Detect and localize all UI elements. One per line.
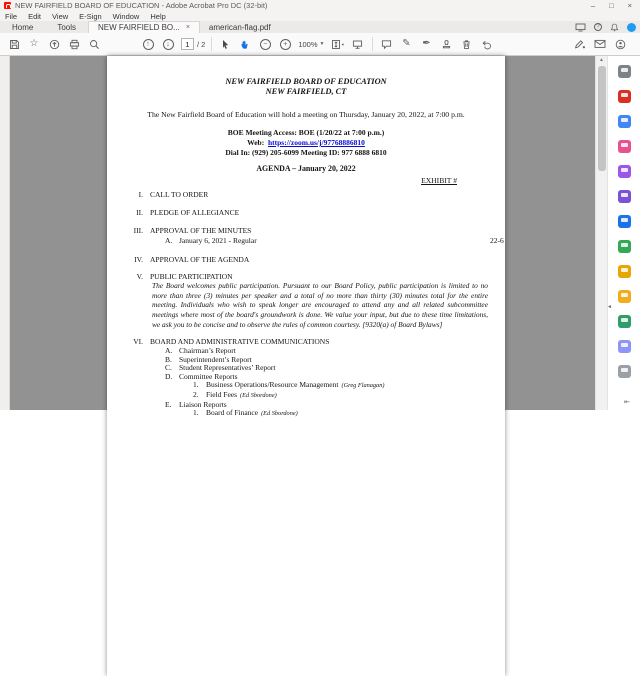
page-fit-icon[interactable] bbox=[330, 36, 344, 52]
stamp-icon[interactable] bbox=[439, 36, 453, 52]
agenda-item-vi-sublist bbox=[107, 347, 505, 419]
read-mode-icon[interactable] bbox=[350, 36, 364, 52]
vi-item-e1: 1. Board of Finance (Ed Sbordone) bbox=[193, 408, 298, 418]
zoom-meeting-link[interactable]: https://zoom.us/j/97768886810 bbox=[267, 138, 365, 147]
tab-tools[interactable]: Tools bbox=[57, 22, 77, 32]
menu-bar bbox=[0, 11, 640, 21]
help-icon[interactable]: ? bbox=[594, 23, 602, 31]
tab-bar bbox=[0, 21, 640, 33]
window-title: NEW FAIRFIELD BOARD OF EDUCATION - Adobe Acrobat Pro DC (32-bit) bbox=[15, 1, 268, 10]
agenda-item-vi: VI. BOARD AND ADMINISTRATIVE COMMUNICATIONS bbox=[133, 336, 330, 346]
vi-item-d: D. Committee Reports bbox=[165, 371, 238, 381]
agenda-item-ii: II. PLEDGE OF ALLEGIANCE bbox=[136, 208, 240, 217]
agenda-item-iv: IV. APPROVAL OF THE AGENDA bbox=[134, 255, 250, 264]
tools-rail bbox=[607, 56, 640, 410]
select-tool-icon[interactable] bbox=[218, 36, 232, 52]
star-icon[interactable]: ☆ bbox=[29, 38, 39, 49]
menu-view[interactable]: View bbox=[52, 11, 69, 21]
screen-share-icon[interactable] bbox=[575, 23, 586, 32]
save-icon[interactable] bbox=[7, 36, 21, 52]
combine-files-icon[interactable] bbox=[618, 115, 631, 128]
agenda-item-v: V. PUBLIC PARTICIPATION bbox=[136, 272, 233, 281]
request-signatures-icon[interactable] bbox=[618, 265, 631, 278]
export-pdf-icon[interactable] bbox=[618, 215, 631, 228]
vi-item-a: A. Chairman’s Report bbox=[165, 346, 236, 356]
nav-pane-collapsed[interactable] bbox=[0, 56, 10, 410]
comment-tool-icon[interactable] bbox=[618, 290, 631, 303]
maximize-button[interactable]: □ bbox=[609, 1, 614, 10]
tab-close-icon[interactable]: × bbox=[185, 24, 190, 31]
delete-icon[interactable] bbox=[459, 36, 473, 52]
doc-org-title: NEW FAIRFIELD BOARD OF EDUCATION NEW FAIRFIELD, CT bbox=[225, 77, 387, 96]
doc-meeting-access: BOE Meeting Access: BOE (1/20/22 at 7:00 p.m.) Web: https://zoom.us/j/97768886810 Dial In: (929) 205-6099 Meeting ID: 977 6888 6810 bbox=[225, 128, 387, 157]
vi-item-d2: 2. Field Fees (Ed Sbordone) bbox=[193, 389, 277, 399]
tab-document-active[interactable] bbox=[88, 21, 200, 33]
protect-icon[interactable] bbox=[618, 340, 631, 353]
doc-intro: The New Fairfield Board of Education will hold a meeting on Thursday, January 20, 2022, at 7:00 p.m. bbox=[147, 110, 465, 119]
vertical-scrollbar[interactable] bbox=[595, 56, 607, 410]
tab-home[interactable]: Home bbox=[12, 22, 34, 32]
rail-expand-icon[interactable]: ⇤ bbox=[624, 399, 630, 406]
minimize-button[interactable]: – bbox=[590, 1, 596, 10]
vi-item-c: C. Student Representatives’ Report bbox=[165, 363, 276, 373]
tab-document-label: NEW FAIRFIELD BO... bbox=[98, 23, 180, 32]
share-upload-icon[interactable] bbox=[47, 36, 61, 52]
vi-item-e: E. Liaison Reports bbox=[165, 399, 227, 409]
ink-sign-icon[interactable]: ✒ bbox=[422, 38, 431, 49]
acrobat-logo-icon bbox=[4, 2, 11, 9]
main-toolbar bbox=[0, 33, 640, 56]
undo-icon[interactable] bbox=[479, 36, 493, 52]
email-icon[interactable] bbox=[593, 36, 607, 52]
print-icon[interactable] bbox=[67, 36, 81, 52]
more-tools-icon[interactable] bbox=[618, 365, 631, 378]
tab-document-american-flag[interactable] bbox=[200, 21, 280, 33]
tab-document-label: american-flag.pdf bbox=[208, 22, 271, 32]
vi-item-d1: 1. Business Operations/Resource Management (Greg Flanagan) bbox=[193, 380, 385, 390]
vi-item-b: B. Superintendent’s Report bbox=[165, 354, 252, 364]
edit-pdf-icon[interactable] bbox=[618, 165, 631, 178]
agenda-item-i: I. CALL TO ORDER bbox=[138, 190, 209, 199]
print-production-icon[interactable] bbox=[618, 315, 631, 328]
hand-tool-icon[interactable] bbox=[238, 36, 252, 52]
notification-bell-icon[interactable] bbox=[610, 23, 619, 32]
menu-edit[interactable]: Edit bbox=[28, 11, 42, 21]
page-total-label: / 2 bbox=[197, 39, 206, 49]
search-icon[interactable] bbox=[87, 36, 101, 52]
share-person-icon[interactable] bbox=[613, 36, 627, 52]
zoom-in-icon[interactable]: + bbox=[278, 36, 292, 52]
profile-avatar[interactable] bbox=[627, 23, 636, 32]
menu-esign[interactable]: E-Sign bbox=[79, 11, 102, 21]
zoom-out-icon[interactable]: − bbox=[258, 36, 272, 52]
pdf-page bbox=[107, 56, 505, 676]
search-tools-icon[interactable] bbox=[618, 65, 631, 78]
rail-collapse-icon[interactable]: ◄ bbox=[607, 304, 612, 310]
menu-help[interactable]: Help bbox=[150, 11, 166, 21]
esign-icon[interactable] bbox=[573, 36, 587, 52]
doc-agenda-heading: AGENDA – January 20, 2022 bbox=[256, 164, 356, 173]
comment-icon[interactable] bbox=[379, 36, 393, 52]
public-participation-note: The Board welcomes public participation. Pursuant to our Board Policy, public participation is limited to no more than three (3) minutes per speaker and a total of no more than thirty (30) minutes total for the entire meeting. Individuals who wish to speak longer are encouraged to attend any and all related subcommittee meetings where most of the board's groundwork is done. We value your input, but due to these time limitations, we ask you to be concise and to observe the rules of common courtesy. [9320(a) of Board Bylaws] bbox=[152, 281, 488, 329]
scan-ocr-icon[interactable] bbox=[618, 240, 631, 253]
page-number-input[interactable]: 1 bbox=[181, 38, 194, 50]
previous-page-icon[interactable]: ↑ bbox=[141, 36, 155, 52]
organize-pages-icon[interactable] bbox=[618, 140, 631, 153]
fill-sign-icon[interactable] bbox=[618, 190, 631, 203]
zoom-level-select[interactable]: 100% ▼ bbox=[298, 39, 325, 49]
agenda-item-iii: III. APPROVAL OF THE MINUTES bbox=[133, 226, 252, 235]
document-view[interactable] bbox=[10, 56, 607, 418]
menu-window[interactable]: Window bbox=[112, 11, 140, 21]
agenda-item-iii-a: A. January 6, 2021 - Regular 22-6 bbox=[165, 236, 504, 245]
pencil-icon[interactable]: ✎ bbox=[402, 38, 411, 49]
next-page-icon[interactable]: ↓ bbox=[161, 36, 175, 52]
doc-exhibit-heading: EXHIBIT # bbox=[421, 176, 457, 185]
create-pdf-icon[interactable] bbox=[618, 90, 631, 103]
close-button[interactable]: × bbox=[627, 1, 632, 10]
title-bar bbox=[0, 0, 640, 11]
menu-file[interactable]: File bbox=[5, 11, 18, 21]
scroll-up-icon[interactable]: ▲ bbox=[599, 57, 604, 63]
scrollbar-thumb[interactable] bbox=[598, 66, 606, 171]
exhibit-number: 22-6 bbox=[490, 236, 504, 245]
